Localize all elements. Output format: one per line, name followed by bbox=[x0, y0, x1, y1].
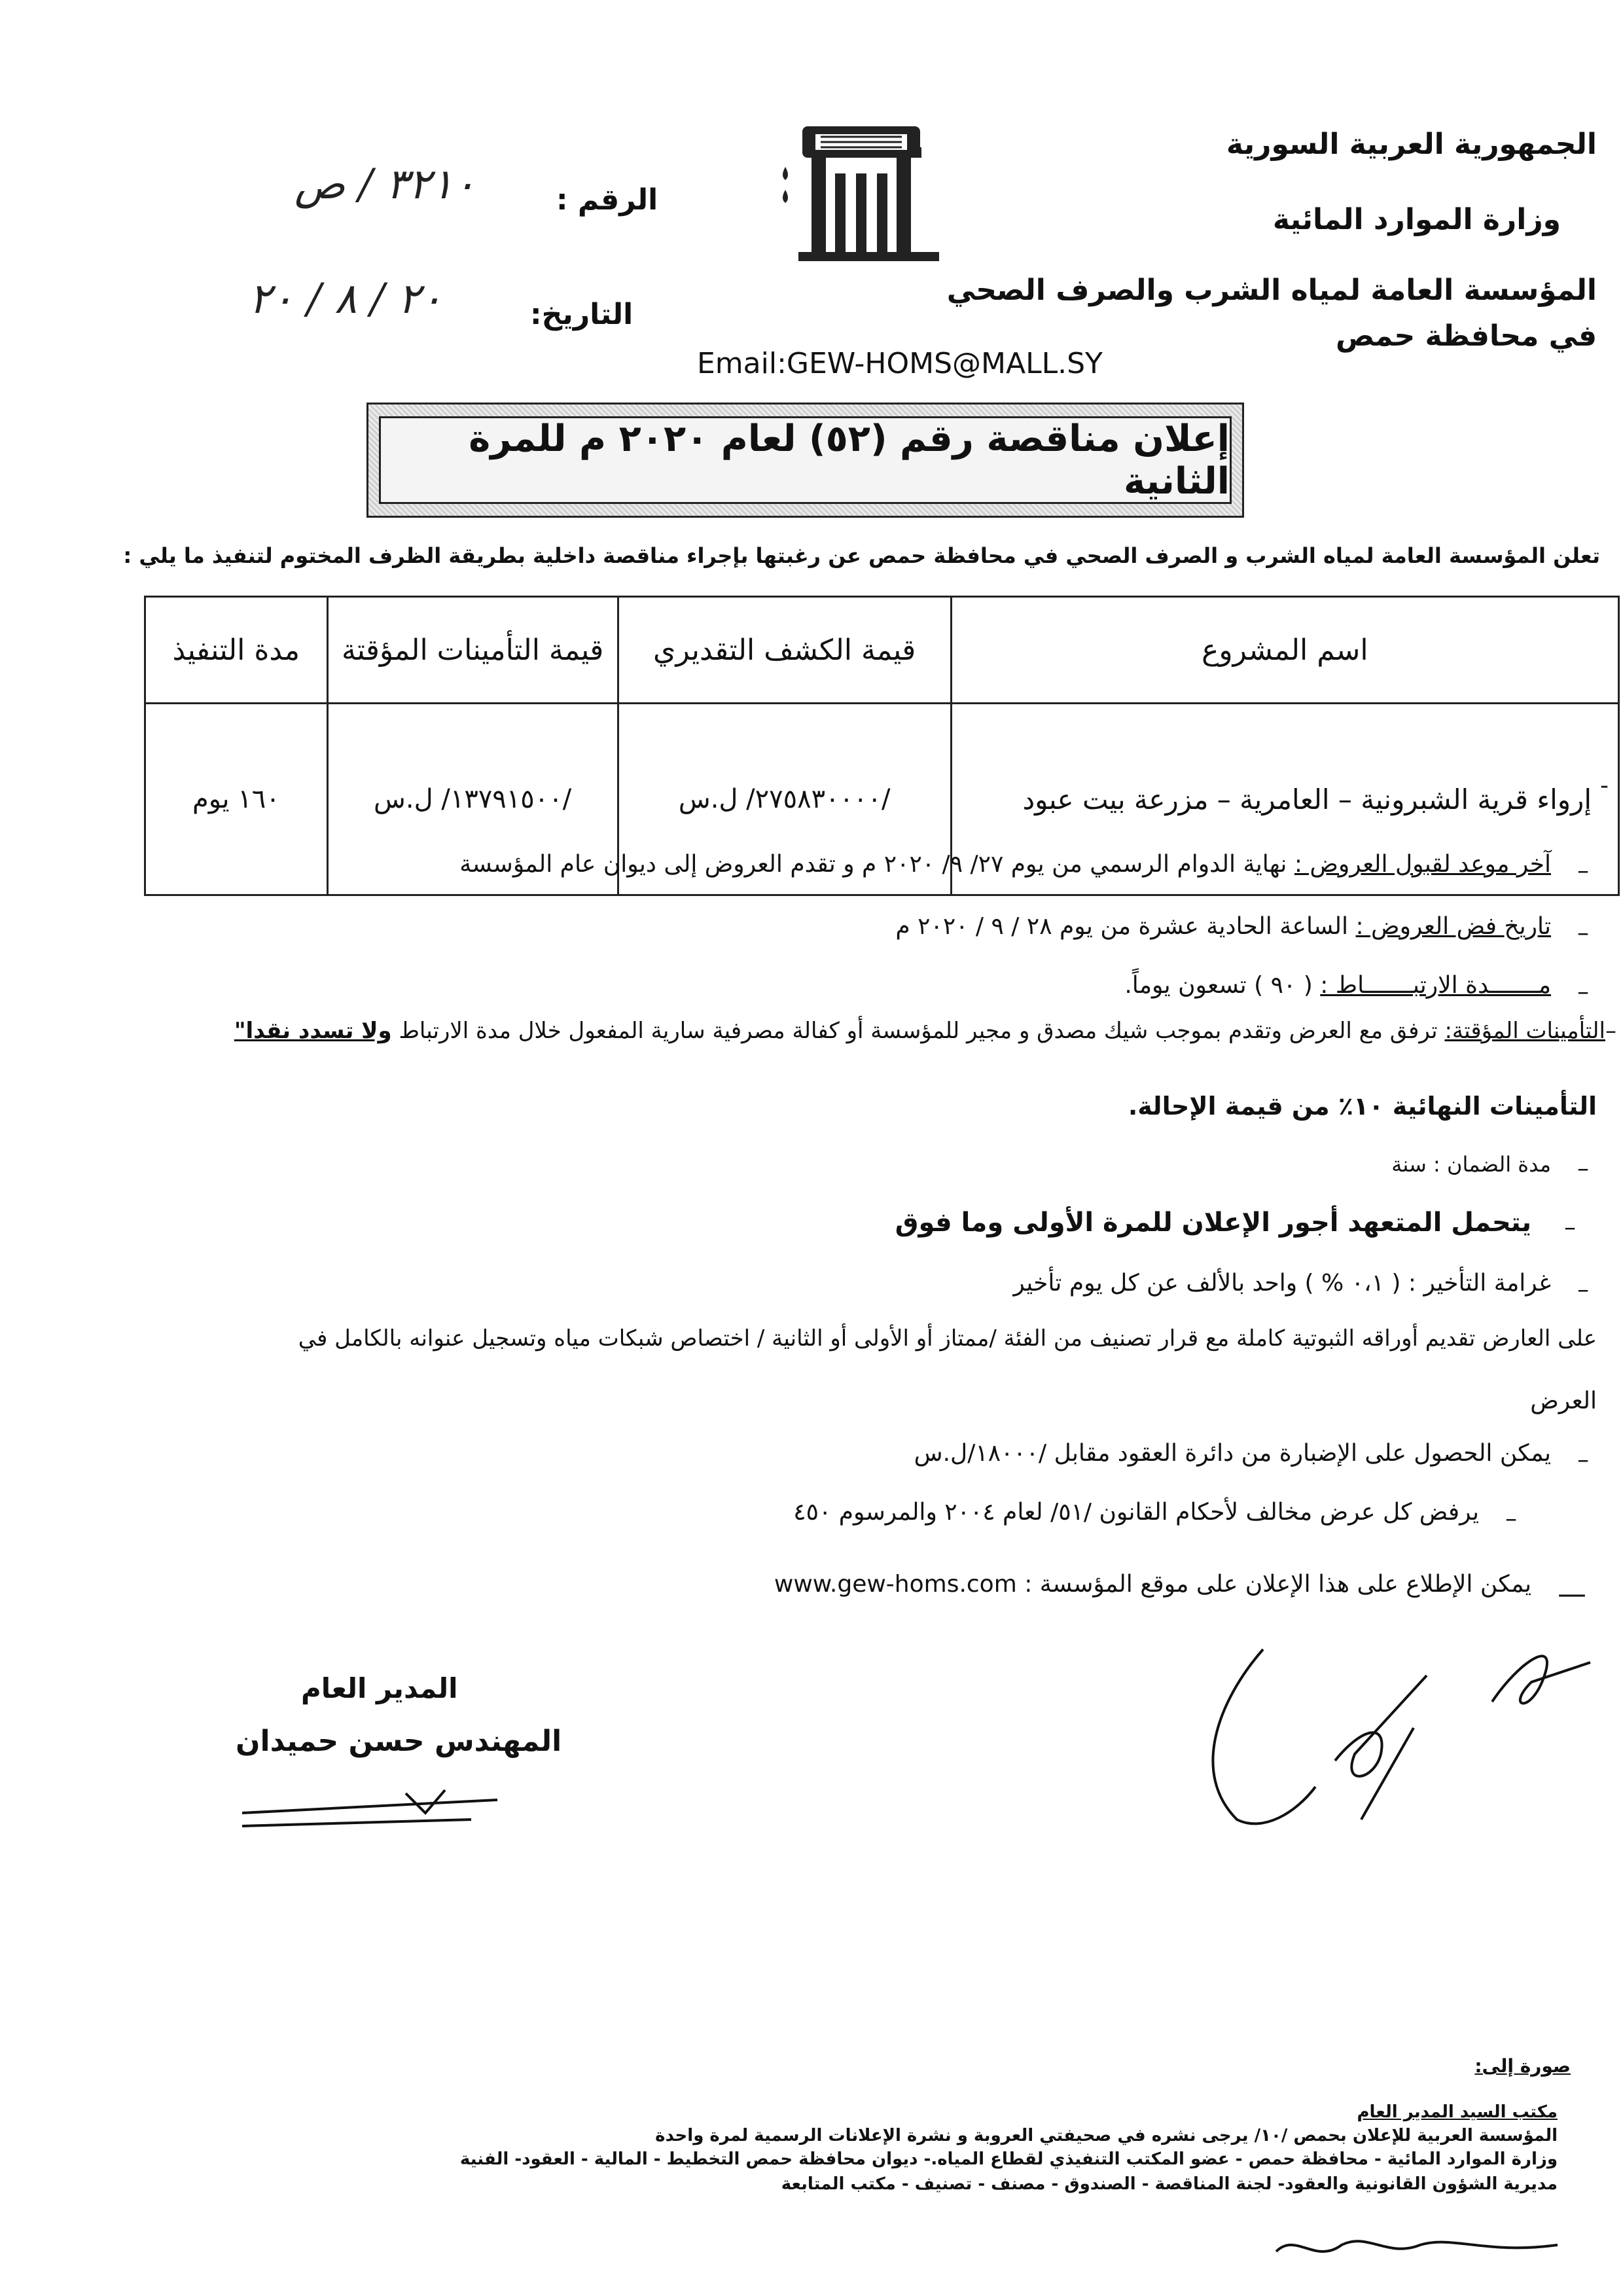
signature-scribble-icon bbox=[236, 1780, 510, 1839]
documents-item-line2: العرض bbox=[1530, 1388, 1597, 1414]
country-name: الجمهورية العربية السورية bbox=[1226, 128, 1597, 161]
logo-emblem-icon bbox=[772, 121, 982, 278]
signatory-title: المدير العام bbox=[301, 1672, 458, 1704]
director-signature bbox=[236, 1780, 510, 1839]
bullet-dash: – bbox=[1505, 1505, 1517, 1532]
bullet-dash: - bbox=[1600, 772, 1609, 799]
bullet-dash: – bbox=[1577, 1446, 1589, 1473]
documents-item-line1: على العارض تقديم أوراقه الثبوتية كاملة مع قرار تصنيف من الفئة /ممتاز أو الأولى أو الثانية / اختصاص شبكات مياه وتسجيل عنوانه بالكامل في bbox=[298, 1325, 1597, 1352]
deadline-item bbox=[459, 851, 1551, 878]
cell-estimate: /٢٧٥٨٣٠٠٠٠/ ل.س bbox=[618, 704, 951, 895]
handwritten-number: ٣٢١٠ / ص bbox=[294, 160, 476, 209]
guarantee-item: مدة الضمان : سنة bbox=[1391, 1152, 1551, 1177]
opening-label: تاريخ فض العروض : bbox=[1355, 913, 1551, 940]
bullet-dash: — bbox=[1558, 1577, 1586, 1611]
copies-line: وزارة الموارد المائية - محافظة حمص - عضو المكتب التنفيذي لقطاع المياه.- ديوان محافظة حمص التخطيط - المالية - العقود- الفنية bbox=[459, 2149, 1558, 2169]
header-project: اسم المشروع bbox=[951, 597, 1618, 704]
establishment-name: المؤسسة العامة لمياه الشرب والصرف الصحي bbox=[946, 274, 1597, 307]
deadline-label: آخر موعد لقبول العروض : bbox=[1294, 851, 1551, 878]
copies-line: المؤسسة العربية للإعلان بحمص /١٠/ يرجى نشره في صحيفتي العروبة و نشرة الإعلانات الرسمية لمرة واحدة bbox=[655, 2126, 1558, 2145]
bullet-dash: – bbox=[1577, 920, 1589, 946]
penalty-item: غرامة التأخير : ( ٠،١ % ) واحد بالألف عن كل يوم تأخير bbox=[1013, 1270, 1551, 1297]
table-header-row bbox=[145, 597, 1619, 704]
bullet-dash: – bbox=[1577, 1276, 1589, 1303]
opening-text: الساعة الحادية عشرة من يوم ٢٨ / ٩ / ٢٠٢٠ م bbox=[895, 913, 1349, 940]
tender-title: إعلان مناقصة رقم (٥٢) لعام ٢٠٢٠ م للمرة الثانية bbox=[469, 418, 1230, 503]
copies-line: مديرية الشؤون القانونية والعقود- لجنة المناقصة - الصندوق - مصنف - تصنيف - مكتب المتابعة bbox=[781, 2174, 1558, 2194]
bullet-dash: – bbox=[1605, 1018, 1616, 1044]
commitment-item bbox=[1124, 972, 1551, 999]
reject-item: يرفض كل عرض مخالف لأحكام القانون /٥١/ لعام ٢٠٠٤ والمرسوم ٤٥٠ bbox=[793, 1499, 1479, 1526]
email-address: Email:GEW-HOMS@MALL.SY bbox=[697, 347, 1103, 380]
bullet-dash: – bbox=[1577, 857, 1589, 884]
temp-insurance-text: ترفق مع العرض وتقدم بموجب شيك مصدق و مجير للمؤسسة أو كفالة مصرفية سارية المفعول خلال مدة الارتباط bbox=[399, 1018, 1438, 1044]
ministry-name: وزارة الموارد المائية bbox=[1272, 203, 1561, 236]
date-label: التاريخ: bbox=[530, 298, 633, 331]
header-insurance: قيمة التأمينات المؤقتة bbox=[327, 597, 618, 704]
website-item: يمكن الإطلاع على هذا الإعلان على موقع المؤسسة : www.gew-homs.com bbox=[774, 1571, 1531, 1598]
number-label: الرقم : bbox=[556, 183, 658, 217]
governorate-name: في محافظة حمص bbox=[1335, 319, 1597, 353]
signature-scribble-icon bbox=[1165, 1623, 1623, 1839]
cell-insurance: /١٣٧٩١٥٠٠/ ل.س bbox=[327, 704, 618, 895]
handwritten-signature bbox=[1165, 1623, 1623, 1839]
ads-cost-item: يتحمل المتعهد أجور الإعلان للمرة الأولى وما فوق bbox=[895, 1208, 1531, 1238]
copies-label: صورة إلى: bbox=[1474, 2055, 1571, 2077]
signatory-name: المهندس حسن حميدان bbox=[236, 1725, 562, 1758]
intro-text: تعلن المؤسسة العامة لمياه الشرب و الصرف الصحي في محافظة حمص عن رغبتها بإجراء مناقصة داخلية بطريقة الظرف المختوم لتنفيذ ما يلي : bbox=[123, 543, 1600, 568]
dossier-item: يمكن الحصول على الإضبارة من دائرة العقود مقابل /١٨٠٠٠/ل.س bbox=[914, 1440, 1551, 1467]
initials-signature bbox=[1270, 2219, 1564, 2271]
final-insurance-item: التأمينات النهائية ١٠٪ من قيمة الإحالة. bbox=[1128, 1092, 1597, 1121]
bullet-dash: – bbox=[1577, 1155, 1589, 1182]
temp-insurance-label: التأمينات المؤقتة: bbox=[1444, 1018, 1605, 1044]
header-estimate: قيمة الكشف التقديري bbox=[618, 597, 951, 704]
deadline-text: نهاية الدوام الرسمي من يوم ٢٧/ ٩/ ٢٠٢٠ م و تقدم العروض إلى ديوان عام المؤسسة bbox=[459, 851, 1287, 878]
cell-duration: ١٦٠ يوم bbox=[145, 704, 328, 895]
cell-project: إرواء قرية الشبرونية – العامرية – مزرعة بيت عبود bbox=[951, 704, 1618, 895]
organization-logo bbox=[772, 121, 982, 278]
temp-insurance-item bbox=[234, 1018, 1616, 1044]
temp-insurance-tail: ولا تسدد نقدا" bbox=[234, 1018, 392, 1044]
bullet-dash: – bbox=[1564, 1214, 1576, 1241]
opening-item bbox=[895, 913, 1551, 940]
handwritten-date: ٢٠ / ٨ / ٢٠ bbox=[249, 275, 443, 323]
copies-line: مكتب السيد المدير العام bbox=[1357, 2102, 1558, 2122]
commitment-label: مـــــــدة الارتبـــــــاط : bbox=[1320, 972, 1551, 999]
tender-title-box bbox=[366, 403, 1244, 518]
commitment-text: ( ٩٠ ) تسعون يوماً. bbox=[1124, 972, 1313, 999]
bullet-dash: – bbox=[1577, 978, 1589, 1005]
signature-scribble-icon bbox=[1270, 2219, 1564, 2271]
header-duration: مدة التنفيذ bbox=[145, 597, 328, 704]
